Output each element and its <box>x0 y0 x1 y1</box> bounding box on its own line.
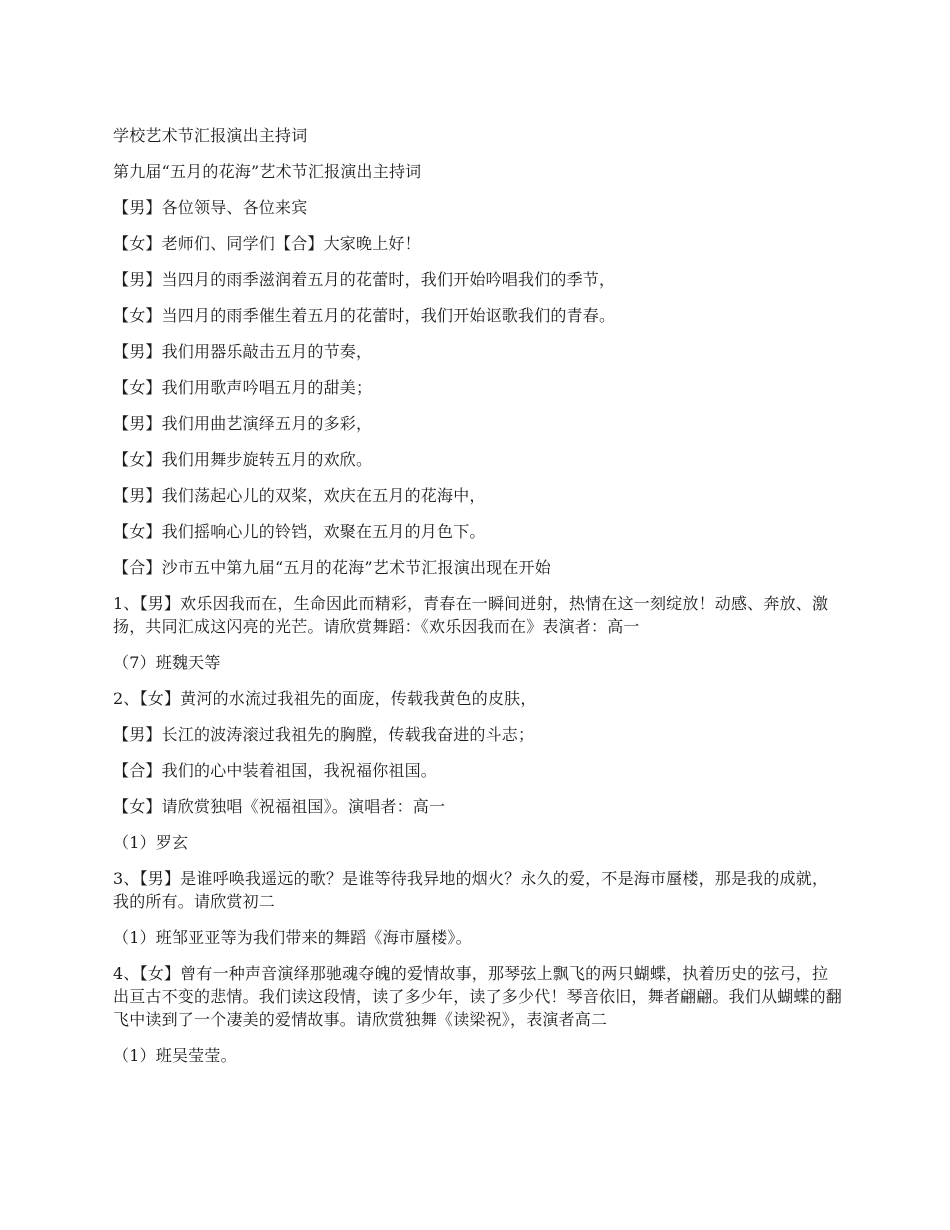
paragraph: 【女】我们用舞步旋转五月的欢欣。 <box>113 450 373 469</box>
paragraph: 【男】各位领导、各位来宾 <box>113 198 308 217</box>
paragraph: 【合】沙市五中第九届“五月的花海”艺术节汇报演出现在开始 <box>113 558 551 577</box>
paragraph: 1、【男】欢乐因我而在，生命因此而精彩，青春在一瞬间迸射，热情在这一刻绽放！动感、奔放、激扬，共同汇成这闪亮的光芒。请欣赏舞蹈：《欢乐因我而在》表演者：高一 <box>113 594 829 636</box>
paragraph: （1）班吴莹莹。 <box>113 1046 237 1065</box>
paragraph: 【女】老师们、同学们【合】大家晚上好！ <box>113 234 421 253</box>
paragraph: 4、【女】曾有一种声音演绎那驰魂夺魄的爱情故事，那琴弦上飘飞的两只蝴蝶，执着历史的弦弓，拉出亘古不变的悲情。我们读这段情，读了多少年，读了多少代！琴音依旧，舞者翩翩。我们从蝴蝶的翻飞中读到了一个凄美的爱情故事。请欣赏独舞《读梁祝》，表演者高二 <box>113 964 843 1029</box>
document-title: 学校艺术节汇报演出主持词 <box>113 126 308 145</box>
paragraph: 【男】我们用曲艺演绎五月的多彩， <box>113 414 373 433</box>
paragraph: 【女】当四月的雨季催生着五月的花蕾时，我们开始讴歌我们的青春。 <box>113 306 616 325</box>
paragraph: 【男】我们用器乐敲击五月的节奏， <box>113 342 373 361</box>
paragraph: 【合】我们的心中装着祖国，我祝福你祖国。 <box>113 761 438 780</box>
paragraph: 2、【女】黄河的水流过我祖先的面庞，传载我黄色的皮肤， <box>113 689 537 708</box>
paragraph: 【女】我们摇响心儿的铃铛，欢聚在五月的月色下。 <box>113 522 486 541</box>
paragraph: （7）班魏天等 <box>113 653 221 672</box>
paragraph: （1）班邹亚亚等为我们带来的舞蹈《海市蜃楼》。 <box>113 928 472 947</box>
paragraph: （1）罗玄 <box>113 833 189 852</box>
paragraph: 【女】请欣赏独唱《祝福祖国》。演唱者：高一 <box>113 797 446 816</box>
paragraph: 【男】当四月的雨季滋润着五月的花蕾时，我们开始吟唱我们的季节， <box>113 270 616 289</box>
document-subtitle: 第九届“五月的花海”艺术节汇报演出主持词 <box>113 162 422 181</box>
document-body <box>113 124 843 1080</box>
paragraph: 【男】长江的波涛滚过我祖先的胸膛，传载我奋进的斗志； <box>113 725 535 744</box>
paragraph: 3、【男】是谁呼唤我遥远的歌？是谁等待我异地的烟火？永久的爱，不是海市蜃楼，那是我的成就，我的所有。请欣赏初二 <box>113 869 829 911</box>
paragraph: 【男】我们荡起心儿的双桨，欢庆在五月的花海中， <box>113 486 486 505</box>
paragraph: 【女】我们用歌声吟唱五月的甜美； <box>113 378 373 397</box>
